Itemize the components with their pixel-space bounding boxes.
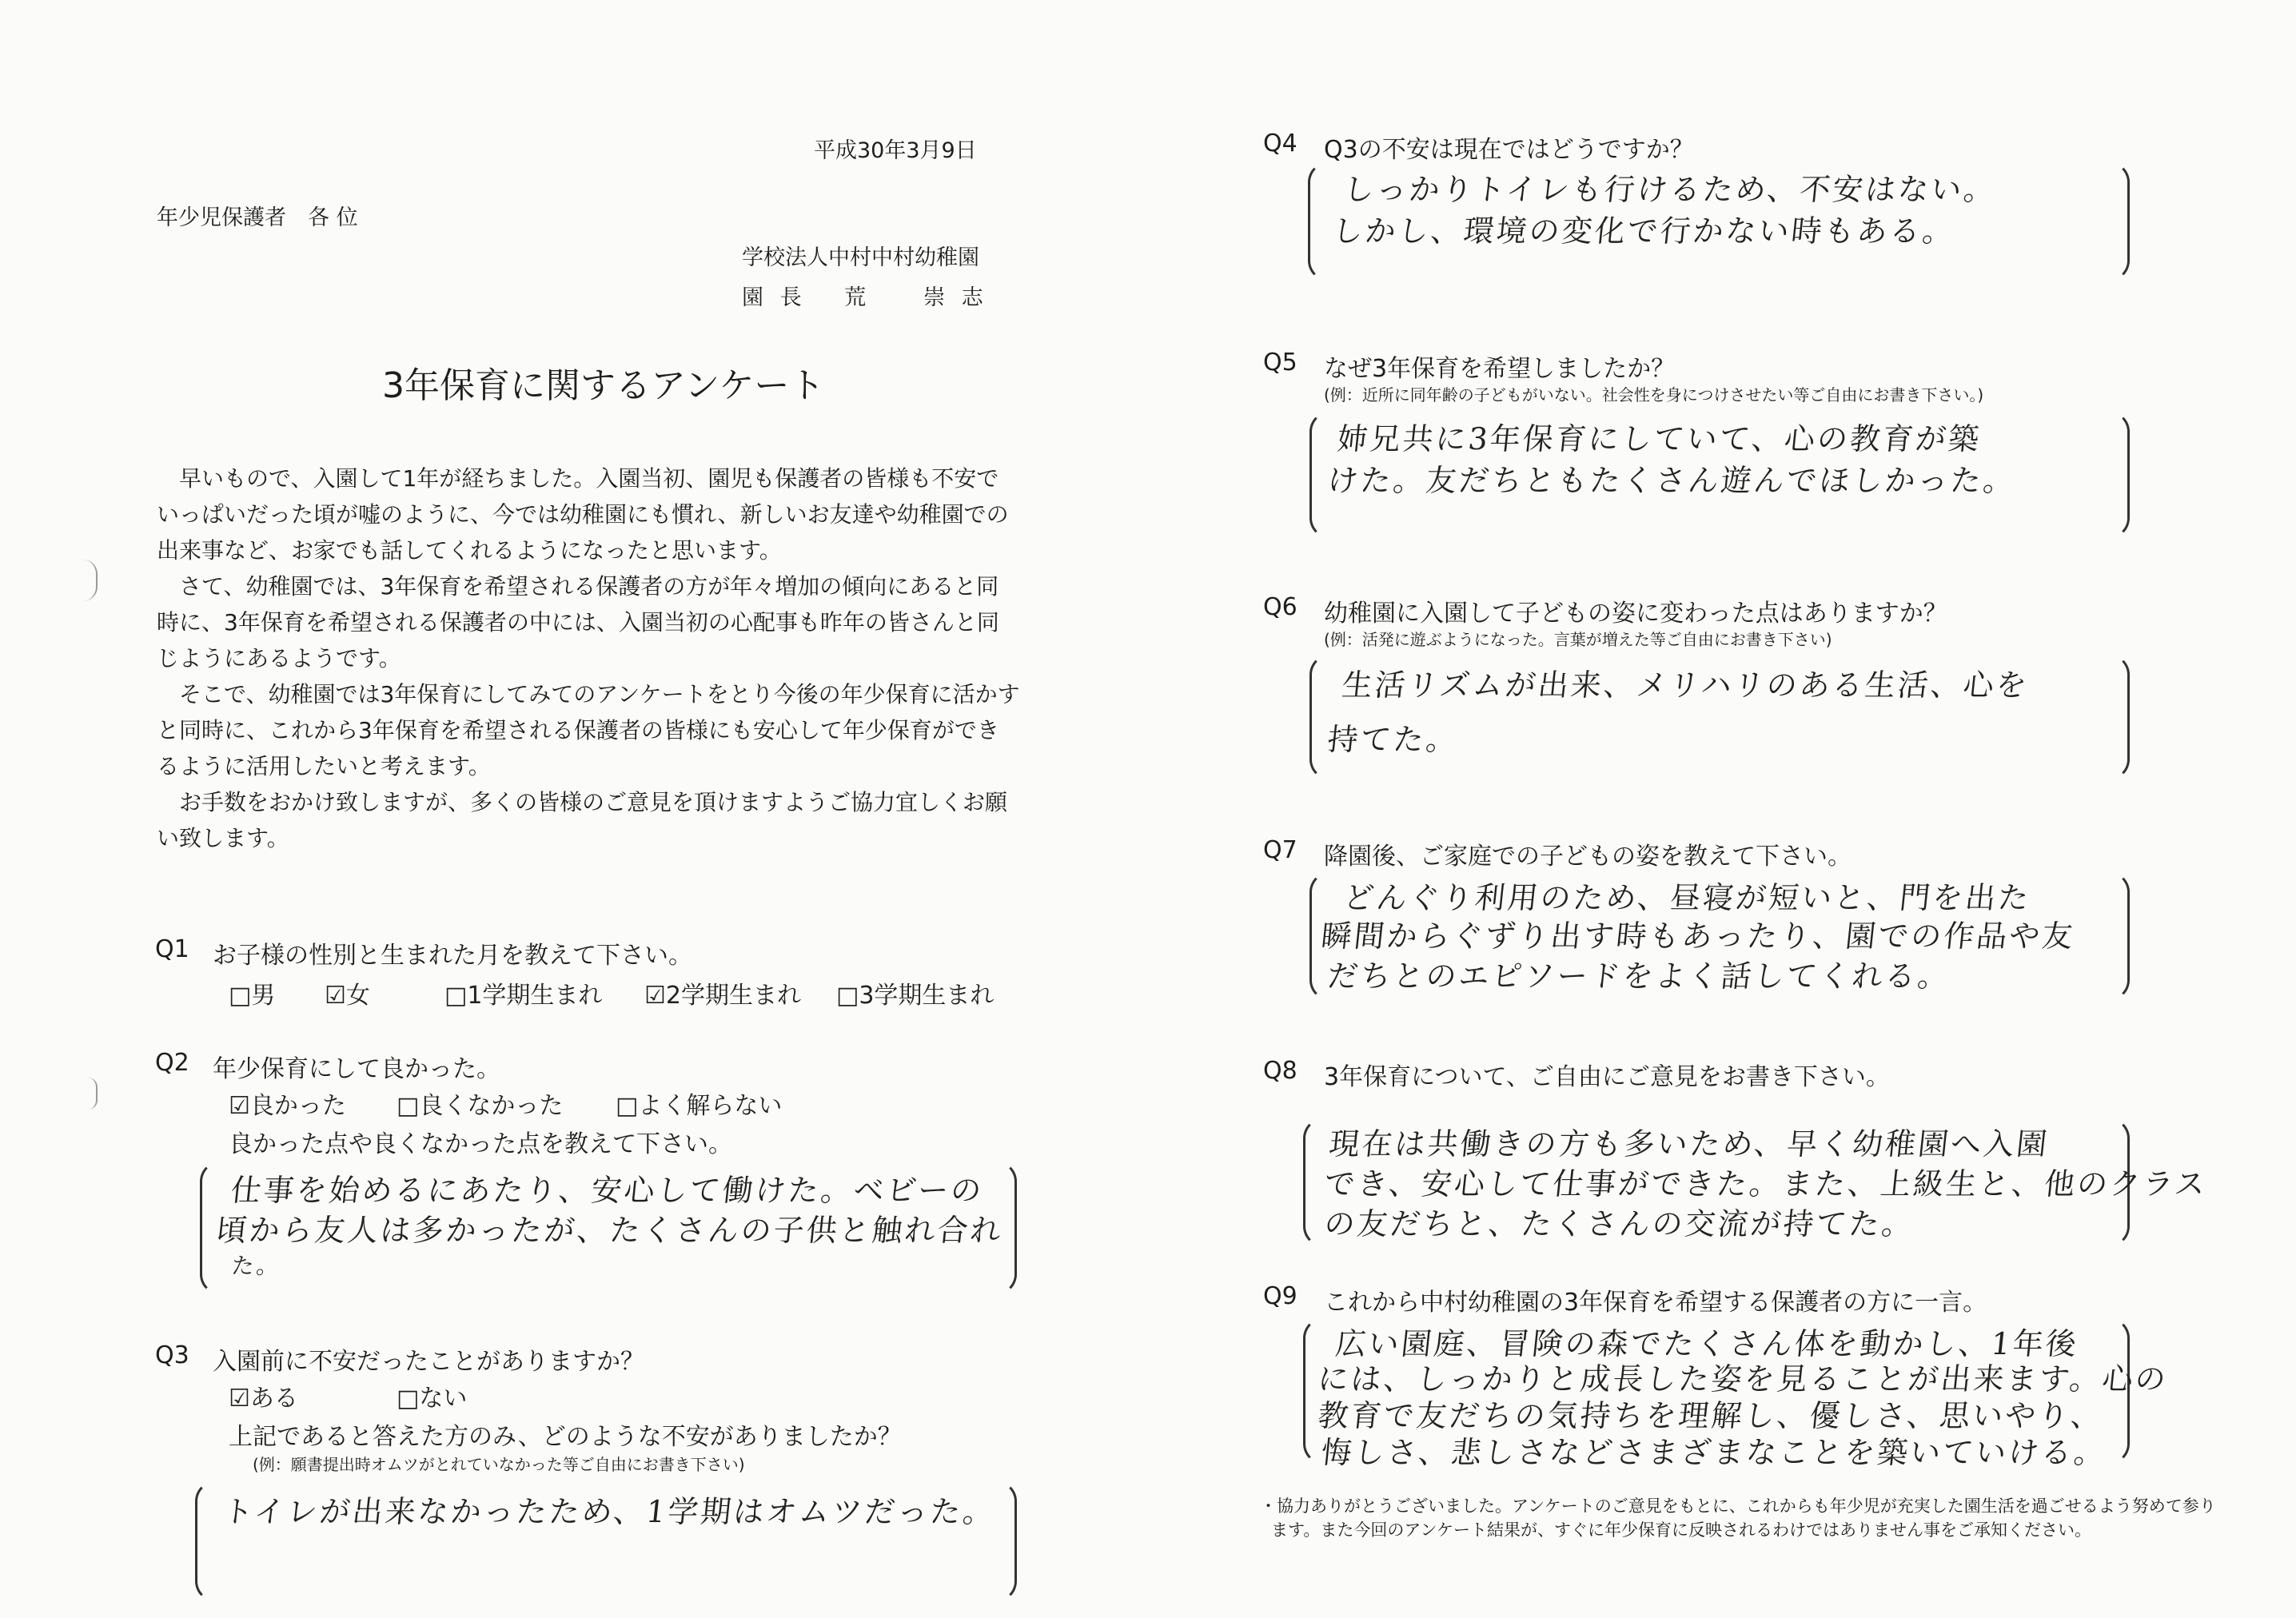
q6-answer-line-1: 生活リズムが出来、メリハリのある生活、心を [1340, 668, 2031, 703]
q9-answer-line-3: 教育で友だちの気持ちを理解し、優しさ、思いやり、 [1316, 1398, 2106, 1433]
intro-paragraph-3: そこで、幼稚園では3年保育にしてみてのアンケートをとり今後の年少保育に活かすと同時に、これから3年保育を希望される保護者の皆様にも安心して年少保育ができるように活用したいと考えます。 [157, 681, 1020, 779]
q2-answer-line-3: た。 [230, 1253, 283, 1279]
q6-text: 幼稚園に入園して子どもの姿に変わった点はありますか？ [1324, 600, 1947, 628]
q4-answer-line-1: しっかりトイレも行けるため、不安はない。 [1341, 172, 1999, 207]
q9-text: これから中村幼稚園の3年保育を希望する保護者の方に一言。 [1324, 1289, 1987, 1317]
q7-answer-line-1: どんぐり利用のため、昼寝が短いと、門を出た [1341, 880, 2033, 915]
page-title: 3年保育に関するアンケート [382, 365, 825, 406]
q2-number: Q2 [155, 1049, 189, 1077]
q7-answer-line-2: 瞬間からぐずり出す時もあったり、園での作品や友 [1319, 919, 2077, 954]
principal-name: 園 長 荒 崇 志 [742, 285, 988, 310]
footer-note-line-1: ・協力ありがとうございました。アンケートのご意見をもとに、これからも年少児が充実した園生活を過ごせるよう努めて参り [1260, 1496, 2216, 1516]
q2-option-not-good[interactable]: □良くなかった [397, 1092, 564, 1120]
q4-answer-line-2: しかし、環境の変化で行かない時もある。 [1330, 213, 1958, 249]
q6-example: (例：活発に遊ぶようになった。言葉が増えた等ご自由にお書き下さい) [1324, 630, 1832, 649]
intro-paragraph-2: さて、幼稚園では、3年保育を希望される保護者の方が年々増加の傾向にあると同時に、3年保育を希望される保護者の中には、入園当初の心配事も昨年の皆さんと同じようにあるようです。 [157, 573, 999, 672]
q8-answer-line-1: 現在は共働きの方も多いため、早く幼稚園へ入園 [1327, 1126, 2051, 1162]
q3-option-no[interactable]: □ない [397, 1385, 468, 1413]
q7-number: Q7 [1263, 836, 1297, 864]
q2-answer-line-1: 仕事を始めるにあたり、安心して働けた。ベビーの [229, 1173, 986, 1208]
intro-paragraph-4: お手数をおかけ致しますが、多くの皆様のご意見を頂けますようご協力宜しくお願い致します。 [157, 789, 1008, 851]
q5-example: (例：近所に同年齢の子どもがいない。社会性を身につけさせたい等ご自由にお書き下さい。) [1324, 385, 1984, 404]
q4-text: Q3の不安は現在ではどうですか？ [1324, 136, 1694, 164]
q3-example: (例：願書提出時オムツがとれていなかった等ご自由にお書き下さい) [253, 1455, 745, 1474]
q2-text: 年少保育にして良かった。 [213, 1055, 500, 1083]
q1-option-term2[interactable]: ☑2学期生まれ [644, 982, 801, 1010]
q5-answer-line-2: けた。友だちともたくさん遊んでほしかった。 [1325, 463, 2019, 498]
q3-number: Q3 [155, 1341, 189, 1369]
q6-number: Q6 [1263, 593, 1297, 621]
q9-answer-line-1: 広い園庭、冒険の森でたくさん体を動かし、1年後 [1333, 1326, 2081, 1361]
q8-answer-line-2: でき、安心して仕事ができた。また、上級生と、他のクラス [1322, 1166, 2210, 1202]
intro-paragraph-1: 早いもので、入園して1年が経ちました。入園当初、園児も保護者の皆様も不安でいっぱいだった頃が嘘のように、今では幼稚園にも慣れ、新しいお友達や幼稚園での出来事など、お家でも話してくれるようになったと思います。 [157, 465, 1009, 564]
q6-answer-line-2: 持てた。 [1325, 722, 1461, 757]
footer-note-line-2: ます。また今回のアンケート結果が、すぐに年少保育に反映されるわけではありません事をご承知ください。 [1271, 1520, 2092, 1540]
q1-option-male[interactable]: □男 [229, 982, 276, 1010]
recipient: 年少児保護者 各 位 [157, 205, 358, 230]
q3-option-yes[interactable]: ☑ある [229, 1385, 298, 1413]
q4-number: Q4 [1263, 130, 1297, 157]
q9-answer-line-4: 悔しさ、悲しさなどさまざまなことを築いていける。 [1319, 1435, 2109, 1470]
q1-option-term3[interactable]: □3学期生まれ [836, 982, 995, 1010]
date: 平成30年3月9日 [814, 138, 977, 163]
school-name: 学校法人中村中村幼稚園 [742, 245, 979, 270]
q5-answer-line-1: 姉兄共に3年保育にしていて、心の教育が築 [1335, 421, 1983, 456]
scan-mark-arc [83, 560, 98, 601]
q2-option-good[interactable]: ☑良かった [229, 1092, 346, 1120]
q3-answer-line-1: トイレが出来なかったため、1学期はオムツだった。 [221, 1494, 998, 1529]
q9-answer-line-2: には、しっかりと成長した姿を見ることが出来ます。心の [1316, 1361, 2170, 1397]
q3-subquestion: 上記であると答えた方のみ、どのような不安がありましたか？ [229, 1423, 902, 1451]
q2-answer-line-2: 頃から友人は多かったが、たくさんの子供と触れ合れ [214, 1213, 1006, 1248]
q3-text: 入園前に不安だったことがありますか？ [213, 1348, 644, 1376]
q7-text: 降園後、ご家庭での子どもの姿を教えて下さい。 [1324, 843, 1852, 871]
q1-option-female[interactable]: ☑女 [325, 982, 370, 1010]
q1-number: Q1 [155, 935, 189, 963]
q1-text: お子様の性別と生まれた月を教えて下さい。 [213, 942, 692, 970]
q2-option-unsure[interactable]: □よく解らない [616, 1092, 783, 1120]
q8-number: Q8 [1263, 1057, 1297, 1085]
q2-subquestion: 良かった点や良くなかった点を教えて下さい。 [229, 1130, 732, 1158]
q7-answer-line-3: だちとのエピソードをよく話してくれる。 [1325, 958, 1953, 994]
q9-number: Q9 [1263, 1282, 1297, 1310]
q5-text: なぜ3年保育を希望しましたか？ [1324, 355, 1676, 383]
q5-number: Q5 [1263, 349, 1297, 377]
q8-answer-line-3: の友だちと、たくさんの交流が持てた。 [1322, 1206, 1917, 1241]
q1-option-term1[interactable]: □1学期生まれ [444, 982, 603, 1010]
scan-mark-arc [88, 1078, 98, 1110]
q8-text: 3年保育について、ご自由にご意見をお書き下さい。 [1324, 1063, 1890, 1091]
